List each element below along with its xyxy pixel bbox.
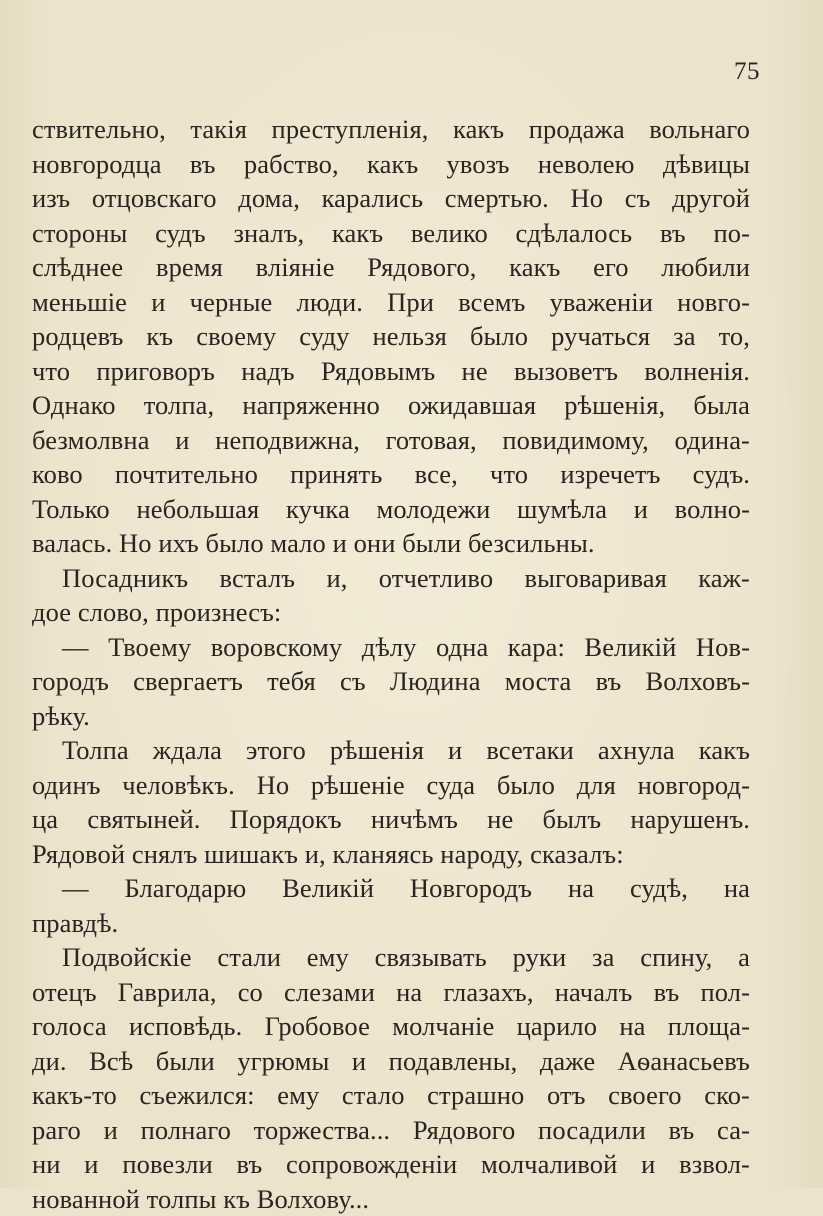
text-line: городъ свергаетъ тебя съ Людина моста въ Волховъ- [32, 664, 750, 699]
text-line: ствительно, такія преступленія, какъ продажа вольнаго [32, 112, 750, 147]
text-line: ца святыней. Порядокъ ничѣмъ не былъ нарушенъ. [32, 802, 750, 837]
text-line: какъ-то съежился: ему стало страшно отъ своего ско- [32, 1078, 750, 1113]
text-line: Посадникъ всталъ и, отчетливо выговаривая каж- [32, 561, 750, 596]
text-line: рѣку. [32, 699, 750, 734]
text-line: Подвойскіе стали ему связывать руки за спину, а [32, 940, 750, 975]
text-line: ди. Всѣ были угрюмы и подавлены, даже Аѳанасьевъ [32, 1044, 750, 1079]
text-line: нованной толпы къ Волхову... [32, 1182, 750, 1216]
body-text [32, 112, 750, 1216]
text-line: ково почтительно принять все, что изречетъ судъ. [32, 457, 750, 492]
text-line: раго и полнаго торжества... Рядового посадили въ са- [32, 1113, 750, 1148]
text-line: — Благодарю Великій Новгородъ на судѣ, на [32, 871, 750, 906]
text-line: Только небольшая кучка молодежи шумѣла и волно- [32, 492, 750, 527]
text-line: безмолвна и неподвижна, готовая, повидимому, одина- [32, 423, 750, 458]
text-line: отецъ Гаврила, со слезами на глазахъ, началъ въ пол- [32, 975, 750, 1010]
text-line: что приговоръ надъ Рядовымъ не вызоветъ волненія. [32, 354, 750, 389]
text-line: новгородца въ рабство, какъ увозъ неволею дѣвицы [32, 147, 750, 182]
text-line: одинъ человѣкъ. Но рѣшеніе суда было для новгород- [32, 768, 750, 803]
text-line: ни и повезли въ сопровожденіи молчаливой и взвол- [32, 1147, 750, 1182]
text-line: изъ отцовскаго дома, карались смертью. Но съ другой [32, 181, 750, 216]
text-line: Однако толпа, напряженно ожидавшая рѣшенія, была [32, 388, 750, 423]
text-line: Рядовой снялъ шишакъ и, кланяясь народу, сказалъ: [32, 837, 750, 872]
text-line: голоса исповѣдь. Гробовое молчаніе царило на площа- [32, 1009, 750, 1044]
text-line: родцевъ къ своему суду нельзя было ручаться за то, [32, 319, 750, 354]
text-line: правдѣ. [32, 906, 750, 941]
text-line: стороны судъ зналъ, какъ велико сдѣлалось въ по- [32, 216, 750, 251]
text-line: Толпа ждала этого рѣшенія и всетаки ахнула какъ [32, 733, 750, 768]
text-line: дое слово, произнесъ: [32, 595, 750, 630]
page-number: 75 [720, 58, 760, 86]
text-line: меньшіе и черные люди. При всемъ уваженіи новго- [32, 285, 750, 320]
text-line: — Твоему воровскому дѣлу одна кара: Великій Нов- [32, 630, 750, 665]
text-line: валась. Но ихъ было мало и они были безсильны. [32, 526, 750, 561]
text-line: слѣднее время вліяніе Рядового, какъ его любили [32, 250, 750, 285]
